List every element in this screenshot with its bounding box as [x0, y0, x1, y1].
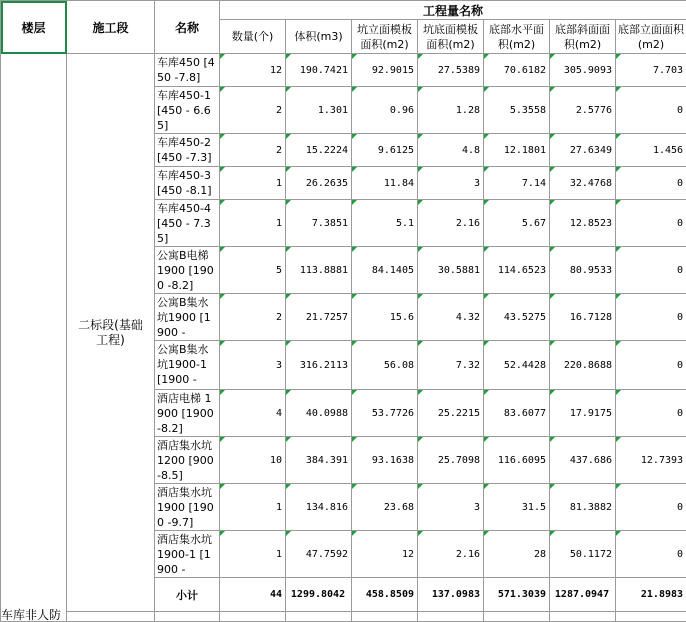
cell-bottom-horizontal[interactable]: 70.6182: [484, 54, 550, 87]
section-label: 二标段(基础工程): [76, 318, 146, 348]
header-col-bottom-slope[interactable]: 底部斜面面积(m2): [550, 20, 616, 54]
cell-pit-bottom[interactable]: 4.32: [418, 294, 484, 341]
partial-cell[interactable]: [352, 612, 418, 622]
cell-bottom-vertical[interactable]: 0: [616, 484, 686, 531]
cell-bottom-horizontal[interactable]: 28: [484, 531, 550, 578]
cell-volume[interactable]: 190.7421: [286, 54, 352, 87]
row-name[interactable]: 车库450-1 [450 - 6.65]: [155, 87, 220, 134]
cell-bottom-vertical[interactable]: 0: [616, 294, 686, 341]
cell-qty[interactable]: 1: [220, 167, 286, 200]
cell-pit-bottom[interactable]: 1.28: [418, 87, 484, 134]
cell-volume[interactable]: 26.2635: [286, 167, 352, 200]
cell-volume[interactable]: 316.2113: [286, 341, 352, 390]
cell-bottom-slope[interactable]: 17.9175: [550, 390, 616, 437]
cell-bottom-vertical[interactable]: 0: [616, 200, 686, 247]
cell-volume[interactable]: 113.8881: [286, 247, 352, 294]
cell-volume[interactable]: 40.0988: [286, 390, 352, 437]
row-name[interactable]: 酒店集水坑1900-1 [1900 -: [155, 531, 220, 578]
cell-qty[interactable]: 4: [220, 390, 286, 437]
cell-pit-bottom[interactable]: 2.16: [418, 200, 484, 247]
partial-cell[interactable]: [484, 612, 550, 622]
partial-cell[interactable]: [418, 612, 484, 622]
cell-bottom-vertical[interactable]: 0: [616, 167, 686, 200]
cell-bottom-slope[interactable]: 16.7128: [550, 294, 616, 341]
cell-pit-bottom[interactable]: 4.8: [418, 134, 484, 167]
cell-bottom-horizontal[interactable]: 52.4428: [484, 341, 550, 390]
header-col-bottom-horizontal[interactable]: 底部水平面积(m2): [484, 20, 550, 54]
cell-pit-side[interactable]: 93.1638: [352, 437, 418, 484]
row-name[interactable]: 车库450 [450 -7.8]: [155, 54, 220, 87]
row-name[interactable]: 公寓B集水坑1900-1 [1900 -: [155, 341, 220, 390]
cell-pit-side[interactable]: 84.1405: [352, 247, 418, 294]
header-name[interactable]: 名称: [155, 1, 220, 54]
cell-bottom-slope[interactable]: 80.9533: [550, 247, 616, 294]
partial-cell[interactable]: [616, 612, 686, 622]
cell-pit-side[interactable]: 56.08: [352, 341, 418, 390]
subtotal-bottom-slope[interactable]: 1287.0947: [550, 578, 616, 612]
cell-qty[interactable]: 2: [220, 134, 286, 167]
cell-pit-bottom[interactable]: 3: [418, 167, 484, 200]
cell-bottom-vertical[interactable]: 0: [616, 341, 686, 390]
header-col-pit-side[interactable]: 坑立面模板面积(m2): [352, 20, 418, 54]
row-name[interactable]: 公寓B电梯 1900 [1900 -8.2]: [155, 247, 220, 294]
cell-bottom-vertical[interactable]: 1.456: [616, 134, 686, 167]
cell-bottom-horizontal[interactable]: 114.6523: [484, 247, 550, 294]
cell-bottom-horizontal[interactable]: 83.6077: [484, 390, 550, 437]
header-col-pit-bottom[interactable]: 坑底面模板面积(m2): [418, 20, 484, 54]
cell-pit-side[interactable]: 92.9015: [352, 54, 418, 87]
header-section[interactable]: 施工段: [67, 1, 155, 54]
cell-pit-side[interactable]: 15.6: [352, 294, 418, 341]
cell-qty[interactable]: 1: [220, 531, 286, 578]
cell-pit-side[interactable]: 12: [352, 531, 418, 578]
cell-pit-bottom[interactable]: 27.5389: [418, 54, 484, 87]
cell-bottom-slope[interactable]: 27.6349: [550, 134, 616, 167]
row-name[interactable]: 酒店集水坑1900 [1900 -9.7]: [155, 484, 220, 531]
cell-bottom-horizontal[interactable]: 31.5: [484, 484, 550, 531]
cell-qty[interactable]: 10: [220, 437, 286, 484]
cell-volume[interactable]: 134.816: [286, 484, 352, 531]
cell-bottom-horizontal[interactable]: 12.1801: [484, 134, 550, 167]
cell-pit-side[interactable]: 5.1: [352, 200, 418, 247]
subtotal-pit-bottom[interactable]: 137.0983: [418, 578, 484, 612]
cell-qty[interactable]: 2: [220, 87, 286, 134]
cell-qty[interactable]: 5: [220, 247, 286, 294]
floor-label: 车库非人防: [1, 606, 64, 622]
cell-bottom-vertical[interactable]: 0: [616, 531, 686, 578]
floor-cell[interactable]: [1, 54, 67, 622]
cell-qty[interactable]: 12: [220, 54, 286, 87]
cell-bottom-slope[interactable]: 305.9093: [550, 54, 616, 87]
cell-qty[interactable]: 1: [220, 484, 286, 531]
table-row-partial: [1, 612, 686, 622]
header-floor[interactable]: 楼层: [1, 1, 67, 54]
cell-pit-side[interactable]: 11.84: [352, 167, 418, 200]
cell-pit-side[interactable]: 9.6125: [352, 134, 418, 167]
cell-bottom-horizontal[interactable]: 5.3558: [484, 87, 550, 134]
row-name[interactable]: 车库450-4 [450 - 7.35]: [155, 200, 220, 247]
partial-cell[interactable]: [220, 612, 286, 622]
cell-bottom-horizontal[interactable]: 116.6095: [484, 437, 550, 484]
cell-bottom-vertical[interactable]: 0: [616, 247, 686, 294]
partial-cell[interactable]: [550, 612, 616, 622]
cell-bottom-slope[interactable]: 437.686: [550, 437, 616, 484]
cell-volume[interactable]: 384.391: [286, 437, 352, 484]
subtotal-pit-side[interactable]: 458.8509: [352, 578, 418, 612]
cell-pit-side[interactable]: 53.7726: [352, 390, 418, 437]
header-col-bottom-vertical[interactable]: 底部立面面积(m2): [616, 20, 686, 54]
cell-volume[interactable]: 47.7592: [286, 531, 352, 578]
cell-qty[interactable]: 3: [220, 341, 286, 390]
cell-pit-side[interactable]: 23.68: [352, 484, 418, 531]
cell-bottom-vertical[interactable]: 0: [616, 87, 686, 134]
cell-bottom-vertical[interactable]: 0: [616, 390, 686, 437]
subtotal-bottom-horizontal[interactable]: 571.3039: [484, 578, 550, 612]
row-name[interactable]: 车库450-2 [450 -7.3]: [155, 134, 220, 167]
subtotal-label[interactable]: 小计: [155, 578, 220, 612]
partial-cell[interactable]: [67, 612, 155, 622]
row-name[interactable]: 酒店集水坑1200 [900 -8.5]: [155, 437, 220, 484]
partial-cell[interactable]: [286, 612, 352, 622]
cell-pit-bottom[interactable]: 25.7098: [418, 437, 484, 484]
cell-qty[interactable]: 2: [220, 294, 286, 341]
row-name[interactable]: 车库450-3 [450 -8.1]: [155, 167, 220, 200]
cell-volume[interactable]: 21.7257: [286, 294, 352, 341]
header-col-volume[interactable]: 体积(m3): [286, 20, 352, 54]
cell-volume[interactable]: 15.2224: [286, 134, 352, 167]
header-col-qty[interactable]: 数量(个): [220, 20, 286, 54]
subtotal-volume[interactable]: 1299.8042: [286, 578, 352, 612]
cell-qty[interactable]: 1: [220, 200, 286, 247]
cell-bottom-slope[interactable]: 220.8688: [550, 341, 616, 390]
cell-bottom-slope[interactable]: 50.1172: [550, 531, 616, 578]
cell-volume[interactable]: 7.3851: [286, 200, 352, 247]
cell-pit-bottom[interactable]: 7.32: [418, 341, 484, 390]
cell-pit-bottom[interactable]: 2.16: [418, 531, 484, 578]
cell-bottom-horizontal[interactable]: 7.14: [484, 167, 550, 200]
row-name[interactable]: 酒店电梯 1900 [1900 -8.2]: [155, 390, 220, 437]
cell-pit-bottom[interactable]: 25.2215: [418, 390, 484, 437]
partial-cell[interactable]: [155, 612, 220, 622]
cell-pit-side[interactable]: 0.96: [352, 87, 418, 134]
cell-bottom-horizontal[interactable]: 43.5275: [484, 294, 550, 341]
cell-bottom-slope[interactable]: 32.4768: [550, 167, 616, 200]
cell-bottom-slope[interactable]: 2.5776: [550, 87, 616, 134]
cell-bottom-vertical[interactable]: 7.703: [616, 54, 686, 87]
cell-volume[interactable]: 1.301: [286, 87, 352, 134]
table-row: [1, 54, 686, 87]
cell-pit-bottom[interactable]: 3: [418, 484, 484, 531]
cell-pit-bottom[interactable]: 30.5881: [418, 247, 484, 294]
cell-bottom-slope[interactable]: 81.3882: [550, 484, 616, 531]
cell-bottom-slope[interactable]: 12.8523: [550, 200, 616, 247]
section-cell[interactable]: [67, 54, 155, 612]
cell-bottom-vertical[interactable]: 12.7393: [616, 437, 686, 484]
subtotal-qty[interactable]: 44: [220, 578, 286, 612]
cell-bottom-horizontal[interactable]: 5.67: [484, 200, 550, 247]
row-name[interactable]: 公寓B集水坑1900 [1900 -: [155, 294, 220, 341]
subtotal-bottom-vertical[interactable]: 21.8983: [616, 578, 686, 612]
header-quantity-group[interactable]: 工程量名称: [220, 1, 686, 20]
